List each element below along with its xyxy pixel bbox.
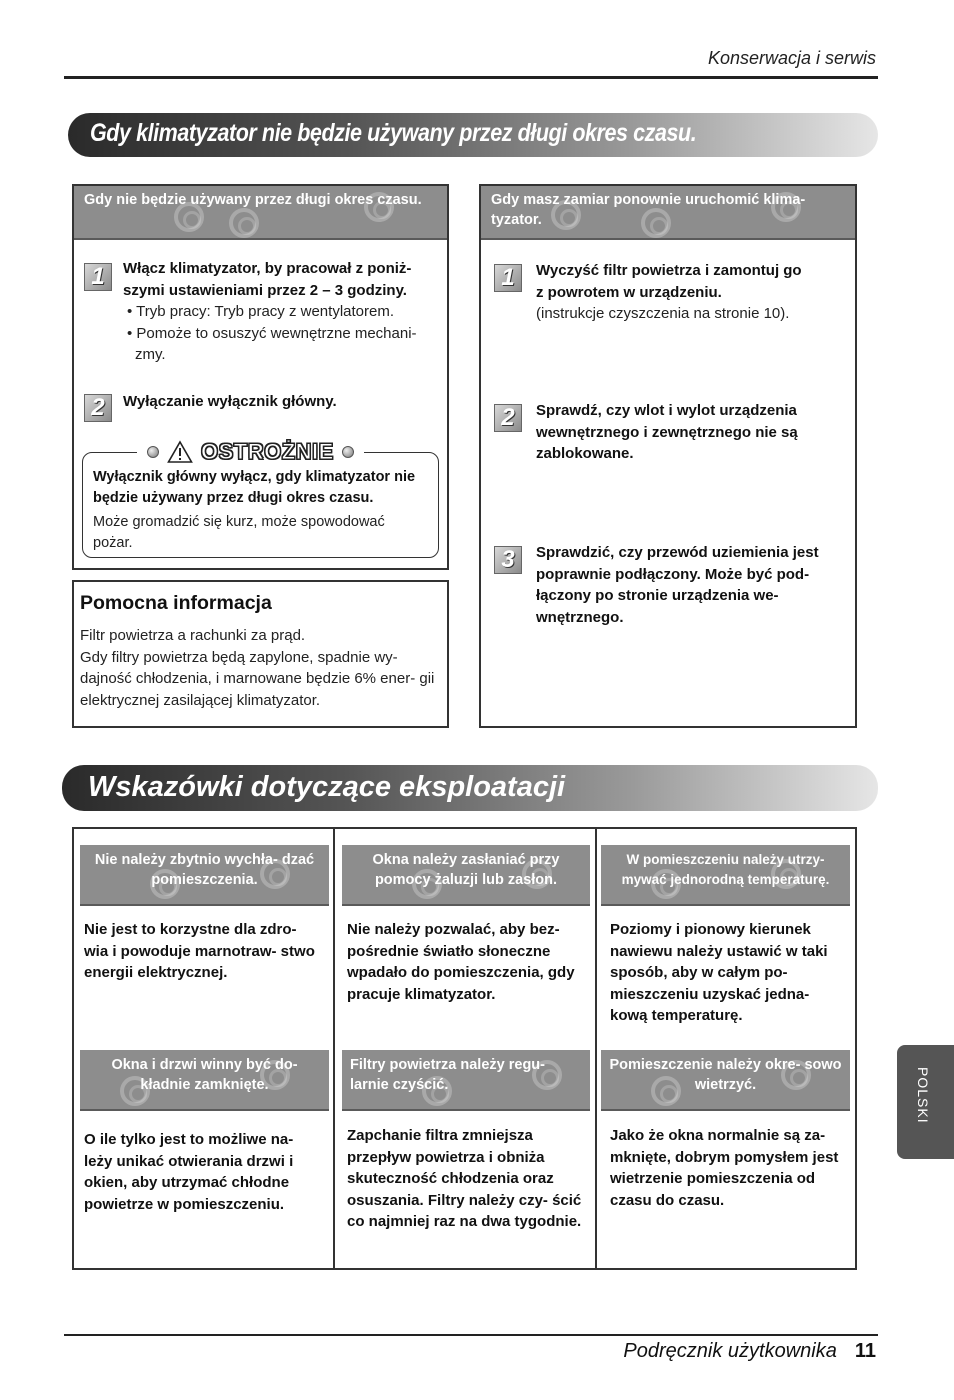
language-tab-label: POLSKI [915, 1067, 931, 1124]
column-divider [333, 829, 335, 1268]
tip-heading-text: Okna należy zasłaniać przy pomocy żaluzji lub zasłon. [372, 852, 560, 888]
tip-heading [80, 1050, 329, 1111]
caution-text [93, 467, 428, 553]
tip-body: O ile tylko jest to możliwe na- leży unikać otwierania drzwi i okien, aby utrzymać chłodne powietrze w pomieszczeniu. [84, 1131, 294, 1213]
section-banner-tips [62, 765, 878, 811]
helpful-info-text [80, 625, 442, 711]
footer-label: Podręcznik użytkownika [623, 1340, 837, 1362]
left-step-1-line1: Włącz klimatyzator, by pracował z poniż- [123, 260, 412, 277]
section-banner-long-term [68, 113, 878, 157]
banner-title: Wskazówki dotyczące eksploatacji [88, 771, 566, 803]
page-footer [623, 1340, 876, 1363]
caution-bold-text: Wyłącznik główny wyłącz, gdy klimatyzator nie będzie używany przez długi okres czasu. [93, 469, 416, 506]
step-3-badge: 3 [494, 546, 522, 574]
right-step-1-line2: z powrotem w urządzeniu. [536, 283, 722, 301]
tip-body: Poziomy i pionowy kierunek nawiewu należy ustawić w taki sposób, aby w całym po- mieszczeniu uzyskać jedna- kową temperaturę. [610, 921, 828, 1024]
top-divider [64, 76, 878, 79]
step-1-badge: 1 [84, 263, 112, 291]
section-title: Konserwacja i serwis [707, 48, 876, 68]
right-box-heading [481, 186, 855, 240]
tip-heading [601, 1050, 850, 1111]
left-box-heading [74, 186, 447, 240]
right-step-2: Sprawdź, czy wlot i wylot urządzenia wewnętrznego i zewnętrznego nie są zablokowane. [536, 402, 798, 462]
left-box-heading-text: Gdy nie będzie używany przez długi okres czasu. [84, 192, 422, 208]
left-step-1-bullet2: • Pomoże to osuszyć wewnętrzne mechani- zmy. [127, 324, 417, 363]
swirl-decoration-icon [641, 208, 671, 238]
column-divider [595, 829, 597, 1268]
left-step-1-line2: szymi ustawieniami przez 2 – 3 godziny. [123, 281, 407, 299]
tip-body: Nie należy pozwalać, aby bez- pośrednie światło słoneczne wpadało do pomieszczenia, gdy pracuje klimatyzator. [347, 921, 575, 1003]
left-step-1 [123, 258, 443, 366]
swirl-decoration-icon [651, 1076, 681, 1106]
tip-heading [342, 845, 590, 906]
warning-triangle-icon [167, 440, 193, 464]
helpful-info-title: Pomocna informacja [80, 592, 272, 614]
tip-heading [80, 845, 329, 906]
tips-grid [72, 827, 857, 1270]
right-step-1-line1: Wyczyść filtr powietrza i zamontuj go [536, 262, 802, 279]
page-number: 11 [854, 1340, 876, 1362]
tip-heading-text: Nie należy zbytnio wychła- dzać pomieszczenia. [94, 852, 315, 888]
right-step-1 [536, 260, 846, 325]
swirl-decoration-icon [229, 208, 259, 238]
tip-heading [601, 845, 850, 906]
caution-normal-text: Może gromadzić się kurz, może spowodować pożar. [93, 514, 385, 551]
left-step-2: Wyłączanie wyłącznik główny. [123, 393, 337, 410]
right-box-heading-text: Gdy masz zamiar ponownie uruchomić klima- tyzator. [491, 192, 806, 228]
tip-body: Nie jest to korzystne dla zdro- wia i powoduje marnotraw- stwo energii elektrycznej. [84, 921, 315, 981]
caution-label: OSTROŻNIE [201, 439, 334, 464]
bullet-dot-icon [342, 446, 354, 458]
bottom-divider [64, 1334, 878, 1336]
tip-heading-text: Pomieszczenie należy okre- sowo wietrzyć. [609, 1057, 842, 1093]
language-tab [897, 1045, 954, 1159]
caution-title [137, 437, 364, 467]
step-2-badge: 2 [84, 394, 112, 422]
caution-box [82, 439, 439, 558]
left-step-1-bullet1: • Tryb pracy: Tryb pracy z wentylatorem. [127, 303, 394, 320]
helpful-info-line1: Filtr powietrza a rachunki za prąd. [80, 627, 306, 644]
right-step-1-note: (instrukcje czyszczenia na stronie 10). [536, 305, 790, 322]
step-2-badge: 2 [494, 404, 522, 432]
tip-heading-text: W pomieszczeniu należy utrzy- mywać jednorodną temperaturę. [621, 852, 830, 887]
step-1-badge: 1 [494, 264, 522, 292]
tip-heading-text: Okna i drzwi winny być do- kładnie zamknięte. [111, 1057, 298, 1093]
banner-title: Gdy klimatyzator nie będzie używany przez długi okres czasu. [90, 119, 697, 147]
helpful-info-box [72, 580, 449, 728]
tip-body: Zapchanie filtra zmniejsza przepływ powietrza i obniża skuteczność chłodzenia oraz osuszania. Filtry należy czy- ścić co najmniej raz na dwa tygodnie. [347, 1127, 582, 1230]
right-step-3: Sprawdzić, czy przewód uziemienia jest poprawnie podłączony. Może być pod- łączony po stronie urządzenia we- wnętrznego. [536, 544, 819, 626]
bullet-dot-icon [147, 446, 159, 458]
tip-body: Jako że okna normalnie są za- mknięte, dobrym pomysłem jest wietrzenie pomieszczenia od czasu do czasu. [610, 1127, 839, 1209]
helpful-info-line2: Gdy filtry powietrza będą zapylone, spadnie wy- dajność chłodzenia, i marnowane będzie 6% ener- gii elektrycznej zasilającej klimatyzator. [80, 648, 435, 709]
tip-heading [342, 1050, 590, 1111]
tip-heading-text: Filtry powietrza należy regu- larnie czyścić. [350, 1057, 545, 1093]
